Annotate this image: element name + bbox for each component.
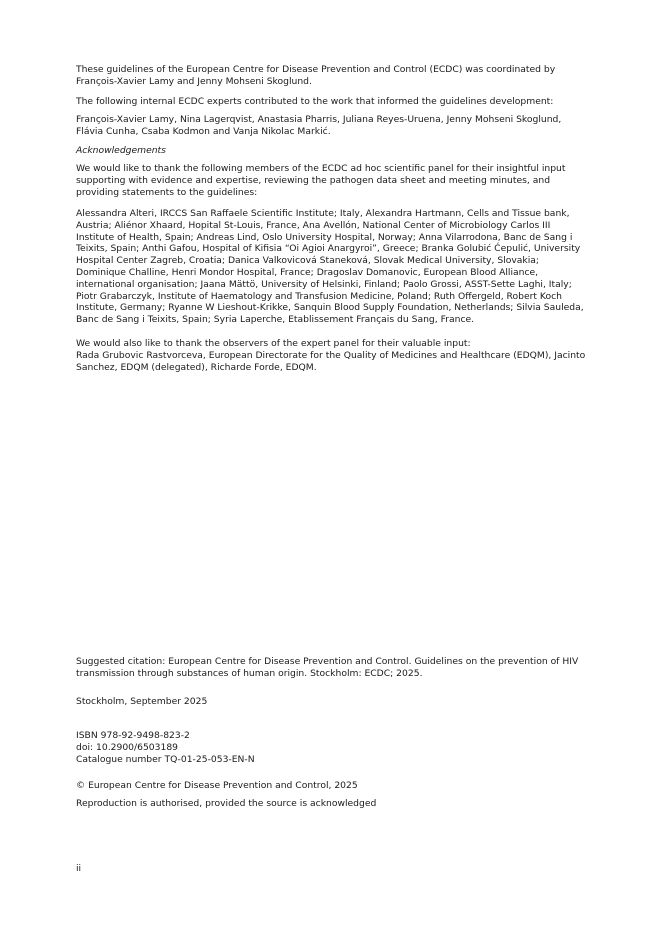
observers-intro: We would also like to thank the observers of the expert panel for their valuable input: xyxy=(76,338,471,349)
catalogue-number: Catalogue number TQ-01-25-053-EN-N xyxy=(76,753,255,765)
copyright-notice: © European Centre for Disease Prevention and Control, 2025 xyxy=(76,780,358,791)
coordination-paragraph: These guidelines of the European Centre for Disease Prevention and Control (ECDC) was coordinated by François-Xavier Lamy and Jenny Mohseni Skoglund. xyxy=(76,64,556,87)
observers-list: Rada Grubovic Rastvorceva, European Directorate for the Quality of Medicines and Healthcare (EDQM), Jacinto Sanchez, EDQM (delegated), Richarde Forde, EDQM. xyxy=(76,349,586,373)
page-number: ii xyxy=(76,863,82,874)
acknowledgements-heading: Acknowledgements xyxy=(76,145,166,156)
publication-identifiers xyxy=(76,730,588,765)
suggested-citation: Suggested citation: European Centre for Disease Prevention and Control. Guidelines on the prevention of HIV transmission through substances of human origin. Stockholm: ECDC; 2025. xyxy=(76,656,579,679)
observers-section xyxy=(76,338,588,373)
place-date: Stockholm, September 2025 xyxy=(76,696,208,707)
internal-experts-list: François-Xavier Lamy, Nina Lagerqvist, Anastasia Pharris, Juliana Reyes-Uruena, Jenny Mohseni Skoglund, Flávia Cunha, Csaba Kodmon and Vanja Nikolac Markić. xyxy=(76,114,562,137)
panel-members-list: Alessandra Alteri, IRCCS San Raffaele Scientific Institute; Italy, Alexandra Hartmann, Cells and Tissue bank, Austria; Aliénor Xhaard, Hopital St-Louis, France, Ana Avellón, National Center of Microbiology Carlos III Institute of Health, Spain; Andreas Lind, Oslo University Hospital, Norway; Anna Vilarrodona, Banc de Sang i Teixits, Spain; Anthi Gafou, Hospital of Kifisia “Oi Agioi Anargyroi”, Greece; Branka Golubić Ćepulić, University Hospital Center Zagreb, Croatia; Danica Valkovicová Staneková, Slovak Medical University, Slovakia; Dominique Challine, Henri Mondor Hospital, France; Dragoslav Domanovic, European Blood Alliance, international organisation; Jaana Mättö, University of Helsinki, Finland; Paolo Grossi, ASST-Sette Laghi, Italy; Piotr Grabarczyk, Institute of Haematology and Transfusion Medicine, Poland; Ruth Offergeld, Robert Koch Institute, Germany; Ryanne W Lieshout-Krikke, Sanquin Blood Supply Foundation, Netherlands; Silvia Sauleda, Banc de Sang i Teixits, Spain; Syria Laperche, Etablissement Français du Sang, France. xyxy=(76,208,584,326)
doi: doi: 10.2900/6503189 xyxy=(76,741,179,753)
reproduction-notice: Reproduction is authorised, provided the source is acknowledged xyxy=(76,798,377,809)
isbn: ISBN 978-92-9498-823-2 xyxy=(76,730,190,741)
internal-experts-intro: The following internal ECDC experts contributed to the work that informed the guidelines development: xyxy=(76,96,554,107)
acknowledgements-intro: We would like to thank the following members of the ECDC ad hoc scientific panel for their insightful input supporting with evidence and expertise, reviewing the pathogen data sheet and meeting minutes, and providing statements to the guidelines: xyxy=(76,163,566,198)
